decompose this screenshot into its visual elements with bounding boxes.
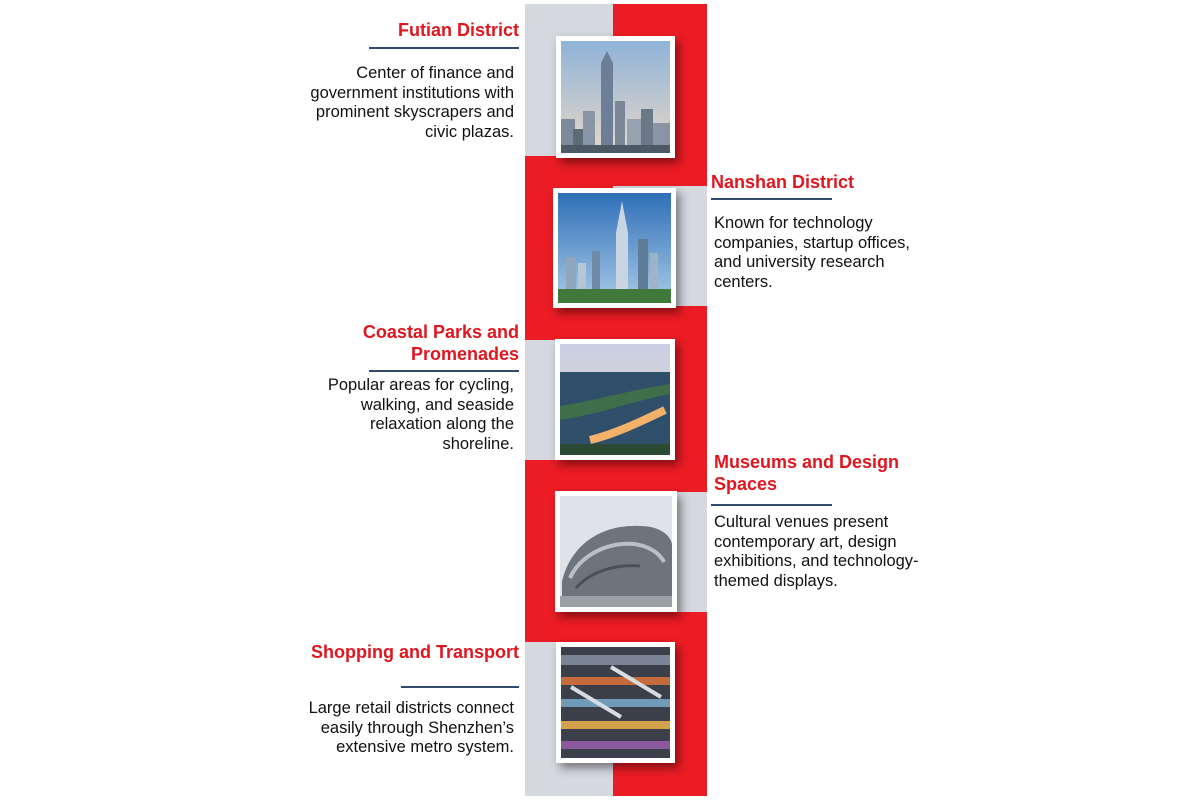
section-title-futian: Futian District <box>397 20 519 40</box>
title-underline <box>369 370 519 372</box>
section-title-shopping: Shopping and Transport <box>311 642 519 662</box>
title-underline <box>711 198 832 200</box>
shopping-mall-atrium-photo <box>556 642 675 763</box>
coastal-promenade-photo <box>555 339 675 460</box>
section-description-futian: Center of finance and government institutions with prominent skyscrapers and civic plazas. <box>310 64 514 141</box>
title-underline <box>401 686 519 688</box>
section-description-shopping: Large retail districts connect easily through Shenzhen’s extensive metro system. <box>308 699 514 756</box>
section-description-museums: Cultural venues present contemporary art, design exhibitions, and technology-themed displays. <box>714 513 919 590</box>
section-title-nanshan: Nanshan District <box>711 172 855 192</box>
title-underline <box>369 47 519 49</box>
skyscraper-skyline-photo <box>556 36 675 158</box>
section-title-coastal: Coastal Parks and Promenades <box>362 322 519 364</box>
museum-building-photo <box>555 491 677 612</box>
section-description-nanshan: Known for technology companies, startup offices, and university research centers. <box>714 214 910 291</box>
tech-tower-photo <box>553 188 676 308</box>
section-description-coastal: Popular areas for cycling, walking, and seaside relaxation along the shoreline. <box>327 376 514 453</box>
section-title-museums: Museums and Design Spaces <box>714 452 900 494</box>
title-underline <box>711 504 832 506</box>
